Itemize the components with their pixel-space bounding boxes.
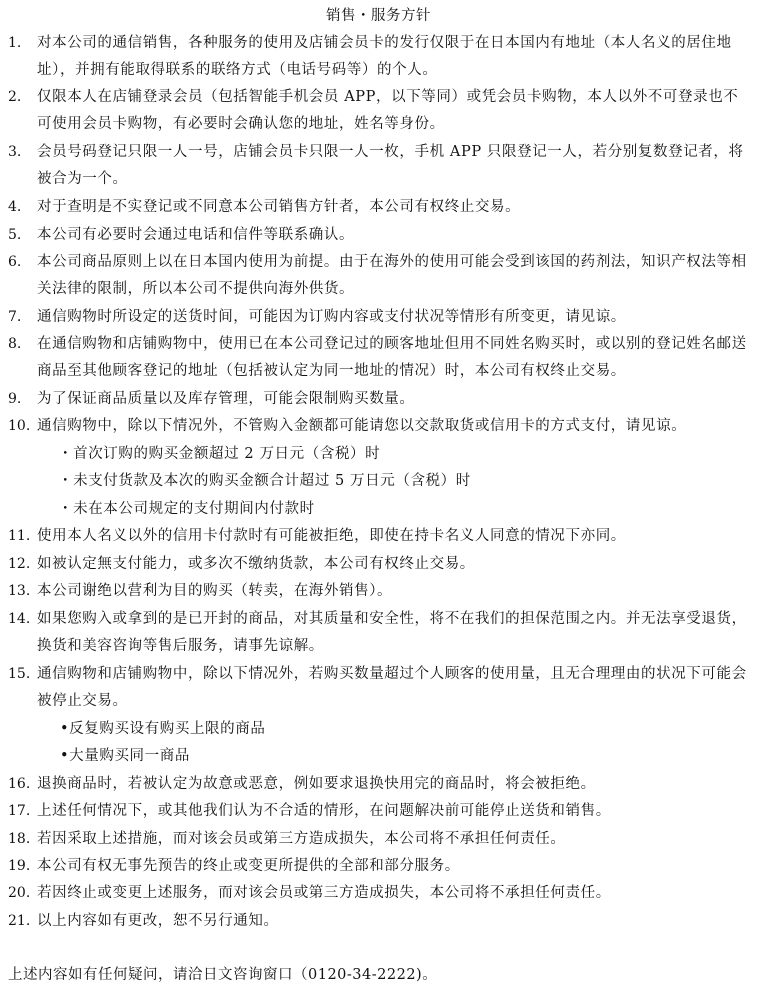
sub-list-item: ・首次订购的购买金额超过 2 万日元（含税）时 [58, 446, 381, 462]
item-number: 11. [8, 528, 31, 544]
item-number: 20. [8, 885, 31, 901]
item-number: 8. [8, 336, 22, 352]
item-number: 13. [8, 583, 31, 599]
item-number: 21. [8, 913, 31, 929]
item-number: 16. [8, 776, 31, 792]
item-text: 如被认定無支付能力，或多次不缴纳货款，本公司有权终止交易。 [37, 556, 475, 572]
item-number: 2. [8, 89, 22, 105]
item-text: 为了保证商品质量以及库存管理，可能会限制购买数量。 [37, 391, 415, 407]
item-number: 5. [8, 227, 22, 243]
item-text: 本公司商品原则上以在日本国内使用为前提。由于在海外的使用可能会受到该国的药剂法，知识产权法等相关法律的限制，所以本公司不提供向海外供货。 [37, 254, 747, 297]
item-number: 14. [8, 611, 31, 627]
item-number: 9. [8, 391, 22, 407]
item-number: 19. [8, 858, 31, 874]
sub-list-item: ・未支付货款及本次的购买金额合计超过 5 万日元（含税）时 [58, 473, 471, 489]
item-text: 通信购物和店铺购物中，除以下情况外，若购买数量超过个人顾客的使用量，且无合理理由的状况下可能会被停止交易。 [37, 666, 747, 709]
item-number: 1. [8, 35, 22, 51]
item-text: 本公司有必要时会通过电话和信件等联系确认。 [37, 227, 355, 243]
item-text: 若因终止或变更上述服务，而对该会员或第三方造成损失，本公司将不承担任何责任。 [37, 885, 611, 901]
item-text: 仅限本人在店铺登录会员（包括智能手机会员 APP，以下等同）或凭会员卡购物，本人以外不可登录也不可使用会员卡购物，有必要时会确认您的地址，姓名等身份。 [37, 89, 739, 132]
item-number: 4. [8, 199, 22, 215]
sub-list-item: ・未在本公司规定的支付期间内付款时 [58, 501, 315, 517]
item-number: 7. [8, 309, 22, 325]
contact-note: 上述内容如有任何疑问，请洽日文咨询窗口（0120-34-2222)。 [8, 967, 438, 983]
item-text: 以上内容如有更改，恕不另行通知。 [37, 913, 279, 929]
item-number: 15. [8, 666, 31, 682]
item-number: 6. [8, 254, 22, 270]
item-text: 退换商品时，若被认定为故意或恶意，例如要求退换快用完的商品时，将会被拒绝。 [37, 776, 596, 792]
item-text: 通信购物时所设定的送货时间，可能因为订购内容或支付状况等情形有所变更，请见谅。 [37, 309, 626, 325]
item-text: 若因采取上述措施，而对该会员或第三方造成损失，本公司将不承担任何责任。 [37, 831, 566, 847]
page-title: 销售・服务方针 [326, 8, 431, 24]
item-text: 在通信购物和店铺购物中，使用已在本公司登记过的顾客地址但用不同姓名购买时，或以别的登记姓名邮送商品至其他顾客登记的地址（包括被认定为同一地址的情况）时，本公司有权终止交易。 [37, 336, 747, 379]
sub-list-item: •大量购买同一商品 [60, 748, 190, 764]
sub-list-item: •反复购买设有购买上限的商品 [60, 721, 266, 737]
item-number: 10. [8, 418, 31, 434]
item-number: 12. [8, 556, 31, 572]
item-text: 本公司谢绝以营利为目的购买（转卖，在海外销售）。 [37, 583, 393, 599]
item-number: 3. [8, 144, 22, 160]
item-text: 如果您购入或拿到的是已开封的商品，对其质量和安全性，将不在我们的担保范围之内。并无法享受退货，换货和美容咨询等售后服务，请事先谅解。 [37, 611, 747, 654]
item-text: 上述任何情况下，或其他我们认为不合适的情形，在问题解决前可能停止送货和销售。 [37, 803, 611, 819]
item-number: 17. [8, 803, 31, 819]
item-text: 对本公司的通信销售，各种服务的使用及店铺会员卡的发行仅限于在日本国内有地址（本人名义的居住地址），并拥有能取得联系的联络方式（电话号码等）的个人。 [37, 35, 732, 78]
item-text: 会员号码登记只限一人一号，店铺会员卡只限一人一枚，手机 APP 只限登记一人，若分别复数登记者，将被合为一个。 [37, 144, 744, 187]
item-text: 使用本人名义以外的信用卡付款时有可能被拒绝，即使在持卡名义人同意的情况下亦同。 [37, 528, 626, 544]
item-number: 18. [8, 831, 31, 847]
item-text: 对于查明是不实登记或不同意本公司销售方针者，本公司有权终止交易。 [37, 199, 521, 215]
item-text: 通信购物中，除以下情况外，不管购入金额都可能请您以交款取货或信用卡的方式支付，请见谅。 [37, 418, 687, 434]
item-text: 本公司有权无事先预告的终止或变更所提供的全部和部分服务。 [37, 858, 460, 874]
